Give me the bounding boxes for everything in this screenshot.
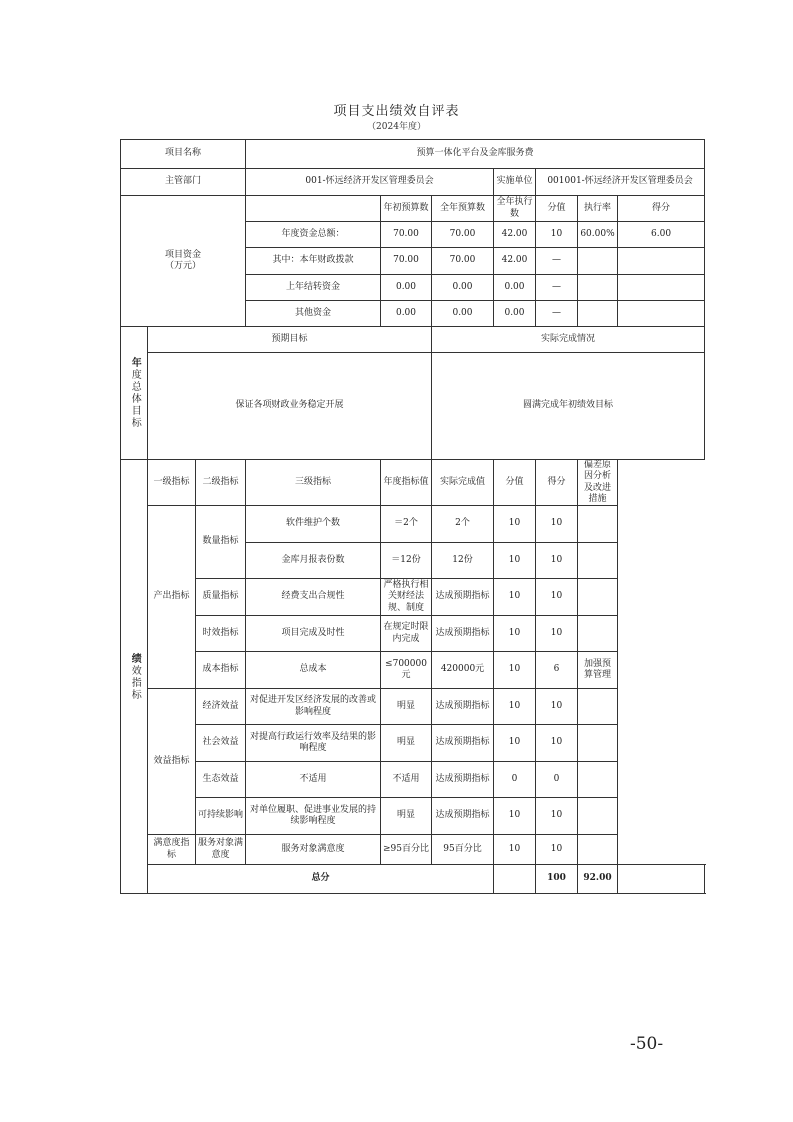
indicator-actual: 95百分比 — [432, 835, 494, 865]
indicator-score: 10 — [536, 543, 578, 579]
indicator-target: ≤700000元 — [381, 652, 432, 689]
funds-col-executed: 全年执行数 — [494, 196, 536, 222]
indicator-level3: 对促进开发区经济发展的改善或影响程度 — [246, 689, 381, 725]
funds-col-annual: 全年预算数 — [432, 196, 494, 222]
total-score: 92.00 — [578, 865, 618, 894]
funds-col-rate: 执行率 — [578, 196, 618, 222]
annual-goal-label-rest: 度总体目标 — [129, 369, 141, 429]
funds-label-line2: （万元） — [164, 261, 201, 271]
indicator-actual: 达成预期指标 — [432, 616, 494, 652]
indicator-score: 10 — [536, 506, 578, 543]
indicator-actual: 2个 — [432, 506, 494, 543]
indicator-level3: 对提高行政运行效率及结果的影响程度 — [246, 725, 381, 762]
indicator-score-value: 10 — [494, 835, 536, 865]
indicator-score: 6 — [536, 652, 578, 689]
col-note: 偏差原因分析及改进措施 — [578, 460, 618, 506]
indicator-level3: 服务对象满意度 — [246, 835, 381, 865]
indicator-level2: 可持续影响 — [196, 798, 246, 835]
indicator-target: 不适用 — [381, 762, 432, 798]
funds-row-executed: 0.00 — [494, 275, 536, 301]
funds-row-initial: 70.00 — [381, 222, 432, 248]
funds-row-executed: 0.00 — [494, 301, 536, 327]
indicator-score: 10 — [536, 798, 578, 835]
indicator-row — [121, 798, 705, 835]
indicator-level3: 不适用 — [246, 762, 381, 798]
indicator-level2: 成本指标 — [196, 652, 246, 689]
indicator-actual: 420000元 — [432, 652, 494, 689]
indicator-actual: 达成预期指标 — [432, 762, 494, 798]
indicator-score: 10 — [536, 689, 578, 725]
indicator-actual: 达成预期指标 — [432, 798, 494, 835]
indicator-row — [121, 725, 705, 762]
funds-col-initial: 年初预算数 — [381, 196, 432, 222]
form-title: 项目支出绩效自评表 — [333, 104, 460, 119]
form-year: （2024年度） — [367, 122, 426, 132]
dept-value: 001-怀远经济开发区管理委员会 — [246, 169, 494, 196]
expected-goal-text: 保证各项财政业务稳定开展 — [148, 353, 432, 460]
indicator-level2: 质量指标 — [196, 579, 246, 616]
indicator-row — [121, 579, 705, 616]
funds-row-score-value: 10 — [536, 222, 578, 248]
indicator-target: 明显 — [381, 689, 432, 725]
actual-result-header: 实际完成情况 — [432, 327, 705, 353]
indicator-score-value: 0 — [494, 762, 536, 798]
indicator-score: 10 — [536, 616, 578, 652]
funds-row-executed: 42.00 — [494, 248, 536, 275]
funds-label-line1: 项目资金 — [164, 249, 201, 260]
indicator-target: ≥95百分比 — [381, 835, 432, 865]
indicator-level2: 生态效益 — [196, 762, 246, 798]
actual-result-text: 圆满完成年初绩效目标 — [432, 353, 705, 460]
funds-row-annual: 70.00 — [432, 222, 494, 248]
funds-label — [121, 196, 246, 327]
indicator-score-value: 10 — [494, 725, 536, 762]
funds-row-score — [618, 275, 705, 301]
indicator-level3: 总成本 — [246, 652, 381, 689]
funds-row-name: 其中：本年财政拨款 — [246, 248, 381, 275]
funds-row-initial: 0.00 — [381, 275, 432, 301]
indicator-note — [578, 506, 618, 543]
funds-header-blank — [246, 196, 381, 222]
col-score: 得分 — [536, 460, 578, 506]
indicator-note — [578, 725, 618, 762]
col-level1: 一级指标 — [148, 460, 196, 506]
total-trailing-blank — [618, 865, 705, 894]
indicator-level3: 金库月报表份数 — [246, 543, 381, 579]
quantity-indicator-label: 数量指标 — [196, 506, 246, 579]
performance-label-rest: 效指标 — [129, 664, 141, 701]
indicator-note — [578, 689, 618, 725]
funds-row-initial: 0.00 — [381, 301, 432, 327]
col-actual: 实际完成值 — [432, 460, 494, 506]
indicator-level2: 社会效益 — [196, 725, 246, 762]
indicator-score-value: 10 — [494, 616, 536, 652]
indicator-row — [121, 689, 705, 725]
total-label: 总分 — [148, 865, 494, 894]
funds-row-executed: 42.00 — [494, 222, 536, 248]
indicator-row — [121, 762, 705, 798]
annual-goal-label-first: 年 — [129, 357, 141, 369]
funds-row-rate — [578, 275, 618, 301]
indicator-row — [121, 506, 705, 543]
indicator-actual: 达成预期指标 — [432, 725, 494, 762]
indicator-level2: 服务对象满意度 — [196, 835, 246, 865]
funds-col-score: 得分 — [618, 196, 705, 222]
indicator-note — [578, 616, 618, 652]
indicator-target: 明显 — [381, 725, 432, 762]
funds-row-annual: 70.00 — [432, 248, 494, 275]
col-score-value: 分值 — [494, 460, 536, 506]
funds-row-score — [618, 301, 705, 327]
indicator-score: 10 — [536, 579, 578, 616]
satisfaction-indicator-label: 满意度指标 — [148, 835, 196, 865]
indicator-score-value: 10 — [494, 798, 536, 835]
expected-goal-header: 预期目标 — [148, 327, 432, 353]
funds-row-annual: 0.00 — [432, 275, 494, 301]
unit-label: 实施单位 — [494, 169, 536, 196]
output-indicator-label: 产出指标 — [148, 506, 196, 689]
funds-row-score-value: — — [536, 248, 578, 275]
indicator-level3: 项目完成及时性 — [246, 616, 381, 652]
funds-row-name: 年度资金总额： — [246, 222, 381, 248]
funds-row-score — [618, 248, 705, 275]
indicator-row — [121, 616, 705, 652]
funds-row-rate — [578, 301, 618, 327]
funds-col-score-value: 分值 — [536, 196, 578, 222]
indicator-target: 在规定时限内完成 — [381, 616, 432, 652]
indicator-note — [578, 543, 618, 579]
indicator-row — [121, 835, 705, 865]
indicator-actual: 达成预期指标 — [432, 579, 494, 616]
unit-value: 001001-怀远经济开发区管理委员会 — [536, 169, 705, 196]
total-score-value: 100 — [536, 865, 578, 894]
indicator-target: ＝2个 — [381, 506, 432, 543]
indicator-target: 明显 — [381, 798, 432, 835]
indicator-score-value: 10 — [494, 689, 536, 725]
performance-label — [121, 460, 148, 894]
col-target: 年度指标值 — [381, 460, 432, 506]
funds-row-rate: 60.00% — [578, 222, 618, 248]
funds-row-initial: 70.00 — [381, 248, 432, 275]
indicator-level3: 软件维护个数 — [246, 506, 381, 543]
total-blank — [494, 865, 536, 894]
dept-label: 主管部门 — [121, 169, 246, 196]
funds-row-score-value: — — [536, 275, 578, 301]
project-name-label: 项目名称 — [121, 140, 246, 169]
indicator-target: 严格执行相关财经法规、制度 — [381, 579, 432, 616]
indicator-note: 加强预算管理 — [578, 652, 618, 689]
project-name-value: 预算一体化平台及金库服务费 — [246, 140, 705, 169]
col-level2: 二级指标 — [196, 460, 246, 506]
indicator-score: 0 — [536, 762, 578, 798]
indicator-row — [121, 652, 705, 689]
funds-row-rate — [578, 248, 618, 275]
indicator-score-value: 10 — [494, 579, 536, 616]
indicator-score-value: 10 — [494, 506, 536, 543]
indicator-level3: 经费支出合规性 — [246, 579, 381, 616]
col-level3: 三级指标 — [246, 460, 381, 506]
indicator-note — [578, 798, 618, 835]
performance-label-first: 绩 — [129, 652, 141, 665]
indicator-target: ＝12份 — [381, 543, 432, 579]
indicator-score-value: 10 — [494, 543, 536, 579]
indicator-note — [578, 762, 618, 798]
indicator-actual: 12份 — [432, 543, 494, 579]
benefit-indicator-label: 效益指标 — [148, 689, 196, 835]
indicator-level2: 时效指标 — [196, 616, 246, 652]
funds-row-score: 6.00 — [618, 222, 705, 248]
page-number: -50- — [630, 1034, 664, 1054]
annual-goal-label — [121, 327, 148, 460]
indicator-actual: 达成预期指标 — [432, 689, 494, 725]
funds-row-annual: 0.00 — [432, 301, 494, 327]
indicator-score-value: 10 — [494, 652, 536, 689]
indicator-level3: 对单位履职、促进事业发展的持续影响程度 — [246, 798, 381, 835]
indicator-level2: 经济效益 — [196, 689, 246, 725]
indicator-score: 10 — [536, 725, 578, 762]
funds-row-name: 上年结转资金 — [246, 275, 381, 301]
indicator-note — [578, 579, 618, 616]
indicator-score: 10 — [536, 835, 578, 865]
funds-row-name: 其他资金 — [246, 301, 381, 327]
indicator-note — [578, 835, 618, 865]
funds-row-score-value: — — [536, 301, 578, 327]
self-evaluation-table — [120, 139, 705, 894]
